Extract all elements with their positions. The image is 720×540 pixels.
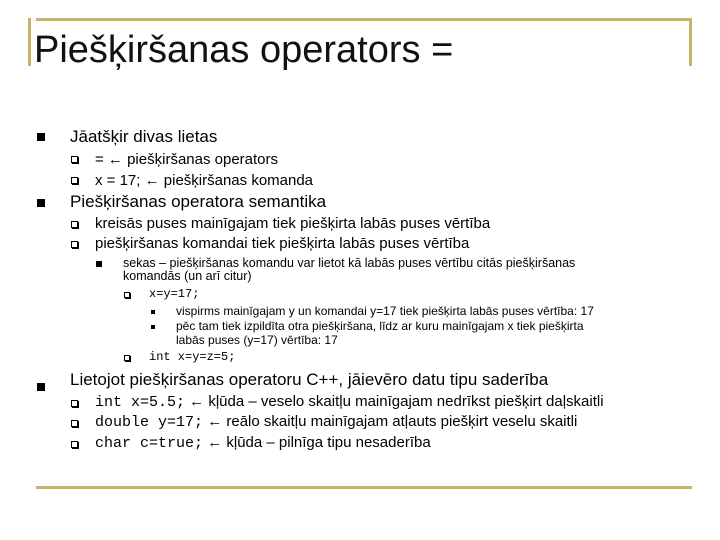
frame-top-line: [36, 18, 692, 21]
type-example-2-note: ← reālo skaitļu mainīgajam atļauts piešķirt veselu skaitli: [203, 413, 578, 430]
bullet-2-sub-2: piešķiršanas komandai tiek piešķirta labās puses vērtība: [95, 235, 470, 252]
sub-bullet-icon: [71, 241, 78, 248]
frame-bottom-line: [36, 486, 692, 489]
level4-bullet-icon: [124, 355, 130, 361]
type-example-1-code: int x=5.5;: [95, 394, 186, 411]
type-example-2: [95, 413, 577, 432]
bullet-2-sub-1: kreisās puses mainīgajam tiek piešķirta labās puses vērtība: [95, 215, 491, 232]
level4-bullet-icon: [124, 292, 130, 298]
bullet-2-text: Piešķiršanas operatora semantika: [70, 192, 327, 211]
bullet-3-text: Lietojot piešķiršanas operatoru C++, jāievēro datu tipu saderība: [70, 370, 549, 389]
sub-bullet-icon: [71, 441, 78, 448]
level5-bullet-icon: [151, 310, 155, 314]
type-example-1-note: ← kļūda – veselo skaitļu mainīgajam nedrīkst piešķirt daļskaitli: [185, 393, 604, 410]
type-example-1: [95, 393, 604, 412]
sub-bullet-icon: [71, 400, 78, 407]
code-example-1: x=y=17;: [149, 287, 200, 301]
frame-right-line: [689, 18, 692, 66]
slide-title: Piešķiršanas operators =: [34, 29, 454, 71]
type-example-2-code: double y=17;: [95, 414, 204, 431]
type-example-3-code: char c=true;: [95, 435, 204, 452]
bullet-2-consequence-line-1: sekas – piešķiršanas komandu var lietot kā labās puses vērtību citās piešķiršanas: [123, 256, 576, 270]
bullet-square-icon: [37, 383, 45, 391]
bullet-1-sub-1: = ← piešķiršanas operators: [95, 151, 279, 168]
bullet-2-consequence-line-2: komandās (un arī citur): [123, 269, 252, 283]
sub-bullet-icon: [71, 221, 78, 228]
level5-bullet-icon: [151, 325, 155, 329]
bullet-1-sub-2: x = 17; ← piešķiršanas komanda: [95, 172, 314, 189]
bullet-1-text: Jāatšķir divas lietas: [70, 127, 218, 146]
sub-bullet-icon: [71, 420, 78, 427]
frame-left-line: [28, 18, 31, 66]
sub-bullet-icon: [71, 177, 78, 184]
level3-bullet-icon: [96, 261, 102, 267]
type-example-3-note: ← kļūda – pilnīga tipu nesaderība: [203, 434, 431, 451]
type-example-3: [95, 434, 431, 453]
sub-bullet-icon: [71, 156, 78, 163]
bullet-square-icon: [37, 199, 45, 207]
explanation-line-1: vispirms mainīgajam y un komandai y=17 tiek piešķirta labās puses vērtība: 17: [176, 304, 594, 318]
explanation-line-3: labās puses (y=17) vērtība: 17: [176, 333, 338, 347]
code-example-2: int x=y=z=5;: [149, 350, 236, 364]
bullet-square-icon: [37, 133, 45, 141]
explanation-line-2: pēc tam tiek izpildīta otra piešķiršana, līdz ar kuru mainīgajam x tiek piešķirta: [176, 319, 584, 333]
